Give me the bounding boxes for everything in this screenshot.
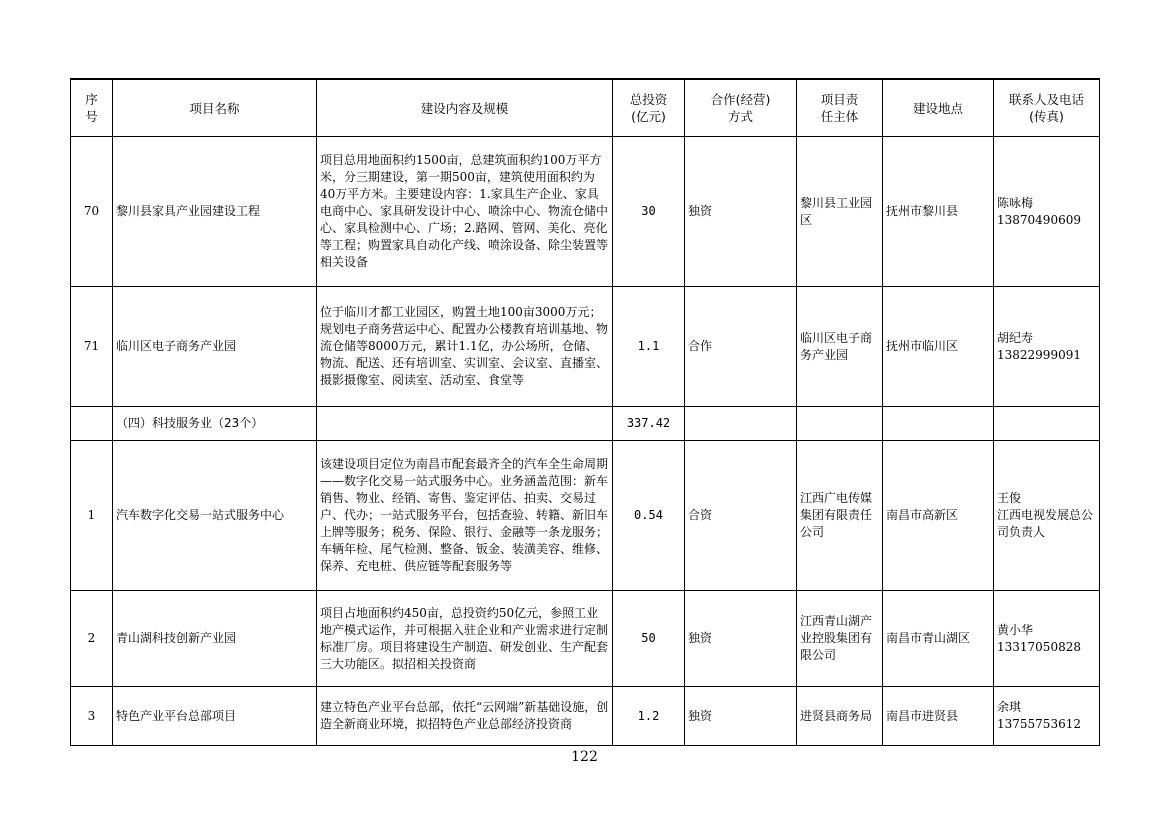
row-seq: 1	[71, 441, 113, 591]
project-table	[70, 78, 1100, 746]
row-project-name: 黎川县家具产业园建设工程	[113, 137, 317, 287]
header-location: 建设地点	[883, 79, 994, 137]
row-project-name: 临川区电子商务产业园	[113, 287, 317, 407]
header-investment: 总投资 (亿元)	[613, 79, 685, 137]
row-owner: 进贤县商务局	[797, 687, 883, 746]
category-seq	[71, 407, 113, 441]
row-mode: 合作	[685, 287, 797, 407]
table-row	[71, 687, 1100, 746]
row-location: 抚州市黎川县	[883, 137, 994, 287]
row-owner: 江西青山湖产业控股集团有限公司	[797, 591, 883, 687]
row-investment: 1.2	[613, 687, 685, 746]
header-owner: 项目责 任主体	[797, 79, 883, 137]
category-row	[71, 407, 1100, 441]
row-owner: 临川区电子商务产业园	[797, 287, 883, 407]
row-seq: 3	[71, 687, 113, 746]
header-row	[71, 79, 1100, 137]
table-row	[71, 441, 1100, 591]
header-content: 建设内容及规模	[317, 79, 613, 137]
row-project-name: 青山湖科技创新产业园	[113, 591, 317, 687]
row-location: 南昌市进贤县	[883, 687, 994, 746]
row-content: 项目总用地面积约1500亩，总建筑面积约100万平方米，分三期建设，第一期500亩，建筑使用面积约为40万平方米。主要建设内容：1.家具生产企业、家具电商中心、家具研发设计中心、喷涂中心、物流仓储中心、家具检测中心、广场；2.路网、管网、美化、亮化等工程；购置家具自动化产线、喷涂设备、除尘装置等相关设备	[317, 137, 613, 287]
row-project-name: 特色产业平台总部项目	[113, 687, 317, 746]
row-contact: 陈咏梅 13870490609	[994, 137, 1100, 287]
row-seq: 71	[71, 287, 113, 407]
row-investment: 0.54	[613, 441, 685, 591]
row-content: 建立特色产业平台总部，依托“云网端”新基础设施，创造全新商业环境，拟招特色产业总部经济投资商	[317, 687, 613, 746]
row-contact: 余琪 13755753612	[994, 687, 1100, 746]
header-seq: 序 号	[71, 79, 113, 137]
row-content: 位于临川才都工业园区，购置土地100亩3000万元；规划电子商务营运中心、配置办公楼教育培训基地、物流仓储等8000万元，累计1.1亿，办公场所，仓储、物流、配送、还有培训室、实训室、会议室、直播室、摄影摄像室、阅读室、活动室、食堂等	[317, 287, 613, 407]
row-mode: 合资	[685, 441, 797, 591]
row-contact: 王俊 江西电视发展总公司负责人	[994, 441, 1100, 591]
page-number: 122	[571, 749, 598, 765]
category-owner	[797, 407, 883, 441]
table-row	[71, 287, 1100, 407]
row-location: 南昌市高新区	[883, 441, 994, 591]
category-contact	[994, 407, 1100, 441]
row-contact: 胡纪寿 13822999091	[994, 287, 1100, 407]
row-seq: 2	[71, 591, 113, 687]
row-owner: 黎川县工业园区	[797, 137, 883, 287]
row-investment: 1.1	[613, 287, 685, 407]
category-content	[317, 407, 613, 441]
row-investment: 50	[613, 591, 685, 687]
header-name: 项目名称	[113, 79, 317, 137]
header-mode: 合作(经营) 方式	[685, 79, 797, 137]
row-project-name: 汽车数字化交易一站式服务中心	[113, 441, 317, 591]
row-location: 南昌市青山湖区	[883, 591, 994, 687]
table-row	[71, 137, 1100, 287]
row-mode: 独资	[685, 591, 797, 687]
row-content: 该建设项目定位为南昌市配套最齐全的汽车全生命周期——数字化交易一站式服务中心。业务涵盖范围：新车销售、物业、经销、寄售、鉴定评估、拍卖、交易过户、代办；一站式服务平台，包括查验、转籍、新旧车上牌等服务；税务、保险、银行、金融等一条龙服务；车辆年检、尾气检测、整备、钣金、装潢美容、维修、保养、充电桩、供应链等配套服务等	[317, 441, 613, 591]
row-content: 项目占地面积约450亩，总投资约50亿元，参照工业地产模式运作，并可根据入驻企业和产业需求进行定制标准厂房。项目将建设生产制造、研发创业、生产配套三大功能区。拟招相关投资商	[317, 591, 613, 687]
row-owner: 江西广电传媒集团有限责任公司	[797, 441, 883, 591]
category-name: （四）科技服务业（23个）	[113, 407, 317, 441]
row-investment: 30	[613, 137, 685, 287]
row-seq: 70	[71, 137, 113, 287]
table-row	[71, 591, 1100, 687]
row-mode: 独资	[685, 137, 797, 287]
row-contact: 黄小华 13317050828	[994, 591, 1100, 687]
category-location	[883, 407, 994, 441]
row-mode: 独资	[685, 687, 797, 746]
category-investment: 337.42	[613, 407, 685, 441]
category-mode	[685, 407, 797, 441]
row-location: 抚州市临川区	[883, 287, 994, 407]
header-contact: 联系人及电话 (传真)	[994, 79, 1100, 137]
